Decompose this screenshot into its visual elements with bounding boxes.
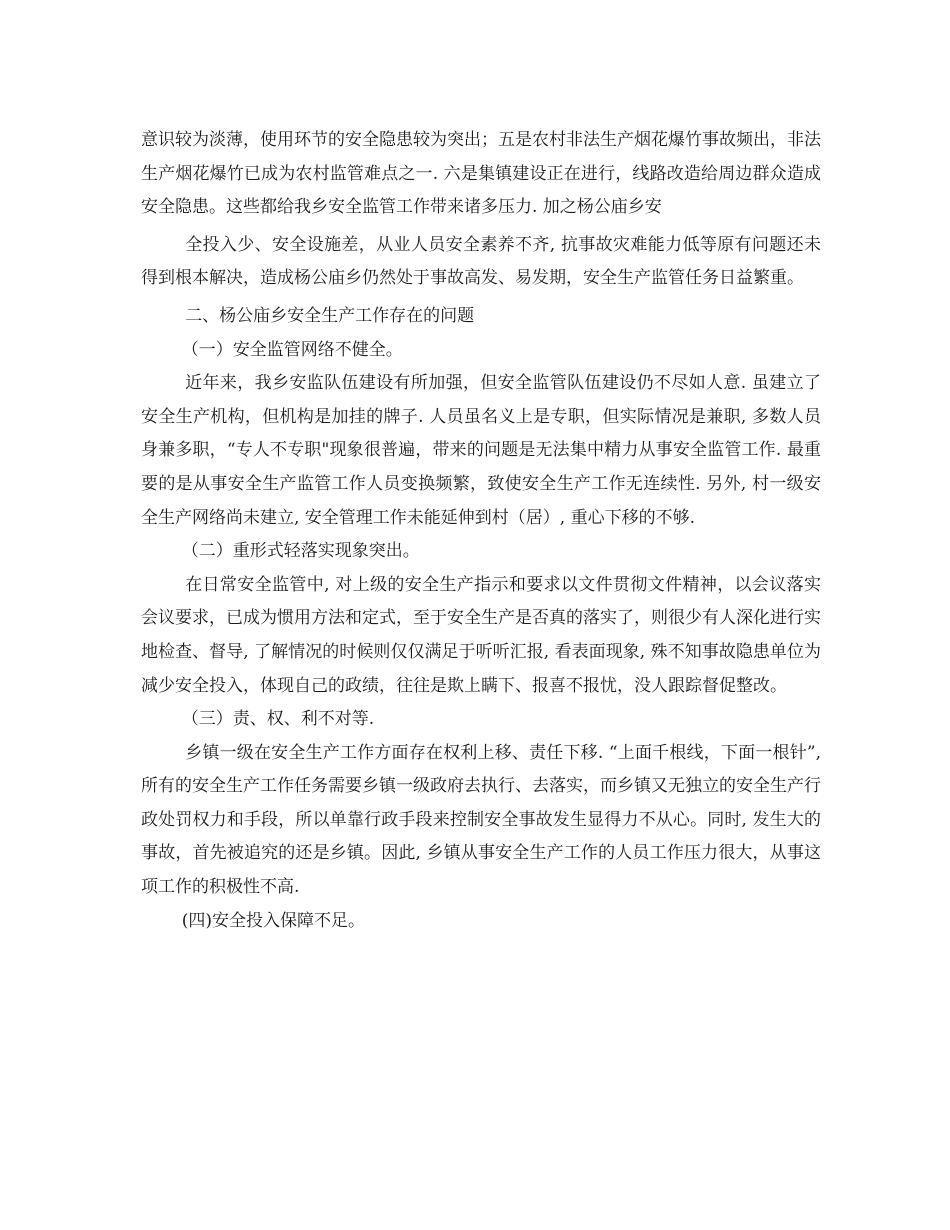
section-heading: 二、杨公庙乡安全生产工作存在的问题 — [185, 305, 475, 326]
subsection-heading: （二）重形式轻落实现象突出。 — [181, 541, 420, 562]
paragraph: 在日常安全监管中, 对上级的安全生产指示和要求以文件贯彻文件精神，以会议落实会议要求，已成为惯用方法和定式，至于安全生产是否真的落实了，则很少有人深化进行实地检查、督导, 了解情况的时候则仅仅满足于听听汇报, 看表面现象, 殊不知事故隐患单位为减少安全投入，体现自己的政绩，往往是欺上瞒下、报喜不报忧，没人跟踪督促整改。 — [141, 574, 821, 696]
subsection-heading: （一）安全监管网络不健全。 — [181, 339, 403, 360]
paragraph: 近年来，我乡安监队伍建设有所加强，但安全监管队伍建设仍不尽如人意. 虽建立了安全生产机构，但机构是加挂的牌子. 人员虽名义上是专职，但实际情况是兼职, 多数人员身兼多职，“专人不专职"现象很普遍，带来的问题是无法集中精力从事安全监管工作. 最重要的是从事安全生产监管工作人员变换频繁，致使安全生产工作无连续性. 另外, 村一级安全生产网络尚未建立, 安全管理工作未能延伸到村（居）, 重心下移的不够. — [141, 373, 821, 528]
subsection-heading: (四)安全投入保障不足。 — [181, 910, 366, 931]
paragraph-continued: 意识较为淡薄，使用环节的安全隐患较为突出；五是农村非法生产烟花爆竹事故频出，非法生产烟花爆竹已成为农村监管难点之一. 六是集镇建设正在进行，线路改造给周边群众造成安全隐患。这些都给我乡安全监管工作带来诸多压力. 加之杨公庙乡安 — [141, 130, 821, 218]
document-body — [141, 124, 821, 938]
paragraph: 全投入少、安全设施差，从业人员安全素养不齐, 抗事故灾难能力低等原有问题还未得到根本解决，造成杨公庙乡仍然处于事故高发、易发期，安全生产监管任务日益繁重。 — [141, 234, 821, 289]
subsection-heading: （三）责、权、利不对等. — [181, 709, 375, 730]
paragraph: 乡镇一级在安全生产工作方面存在权利上移、责任下移. “上面千根线，下面一根针”, 所有的安全生产工作任务需要乡镇一级政府去执行、去落实，而乡镇又无独立的安全生产行政处罚权力和手段，所以单靠行政手段来控制安全事故发生显得力不从心。同时, 发生大的事故，首先被追究的还是乡镇。因此, 乡镇从事安全生产工作的人员工作压力很大，从事这项工作的积极性不高. — [141, 742, 821, 898]
